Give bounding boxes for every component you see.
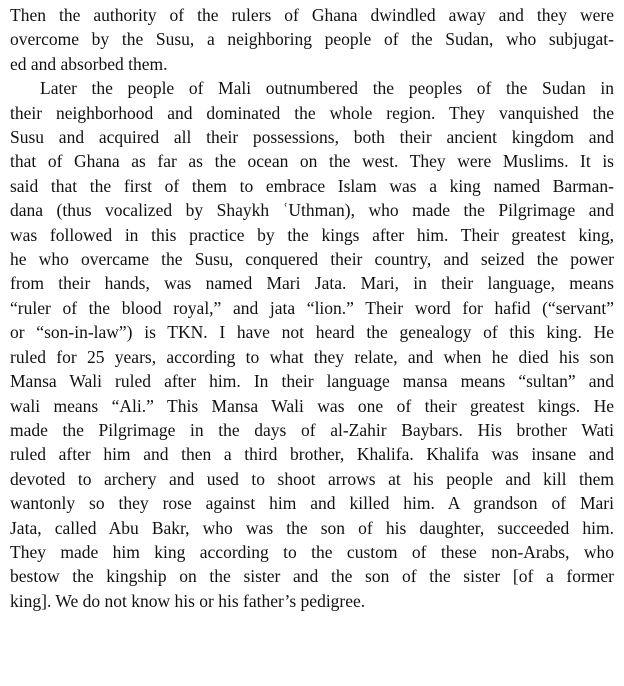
text-line: “ruler of the blood royal,” and jata “lion.” Their word for hafid (“servant” (10, 297, 614, 318)
text-line: or “son-in-law”) is TKN. I have not heard the genealogy of this king. He (10, 322, 614, 343)
text-line: ruled after him and then a third brother, Khalifa. Khalifa was insane and (10, 444, 614, 465)
text-line: Jata, called Abu Bakr, who was the son of his daughter, succeeded him. (10, 517, 614, 538)
text-line: made the Pilgrimage in the days of al-Zahir Baybars. His brother Wati (10, 419, 614, 440)
text-line: from their hands, was named Mari Jata. Mari, in their language, means (10, 273, 614, 294)
text-line: devoted to archery and used to shoot arrows at his people and kill them (10, 468, 614, 489)
text-line: Susu and acquired all their possessions, both their ancient kingdom and (10, 127, 614, 148)
text-line: that of Ghana as far as the ocean on the west. They were Muslims. It is (10, 151, 614, 172)
text-line: Then the authority of the rulers of Ghana dwindled away and they were (10, 5, 614, 25)
text-line: ruled for 25 years, according to what they relate, and when he died his son (10, 346, 614, 367)
text-line: overcome by the Susu, a neighboring people of the Sudan, who subjugat- (10, 29, 614, 50)
text-line: wali means “Ali.” This Mansa Wali was one of their greatest kings. He (10, 395, 614, 416)
text-line: their neighborhood and dominated the whole region. They vanquished the (10, 102, 614, 123)
text-line: They made him king according to the custom of these non-Arabs, who (10, 541, 614, 562)
text-line: said that the first of them to embrace Islam was a king named Barman- (10, 175, 614, 196)
paragraph-mali (10, 76, 614, 613)
text-line: Mansa Wali ruled after him. In their language mansa means “sultan” and (10, 371, 614, 392)
text-line: wantonly so they rose against him and killed him. A grandson of Mari (10, 493, 614, 514)
paragraph-ghana-susu (10, 3, 614, 76)
text-line: dana (thus vocalized by Shaykh ʿUthman), who made the Pilgrimage and (10, 200, 614, 221)
text-line: Later the people of Mali outnumbered the peoples of the Sudan in (40, 78, 614, 99)
text-line: he who overcame the Susu, conquered their country, and seized the power (10, 249, 614, 270)
text-line: was followed in this practice by the kings after him. Their greatest king, (10, 224, 614, 245)
text-line: king]. We do not know his or his father’s pedigree. (10, 590, 366, 611)
text-line: bestow the kingship on the sister and the son of the sister [of a former (10, 566, 614, 587)
text-line: ed and absorbed them. (10, 53, 168, 74)
